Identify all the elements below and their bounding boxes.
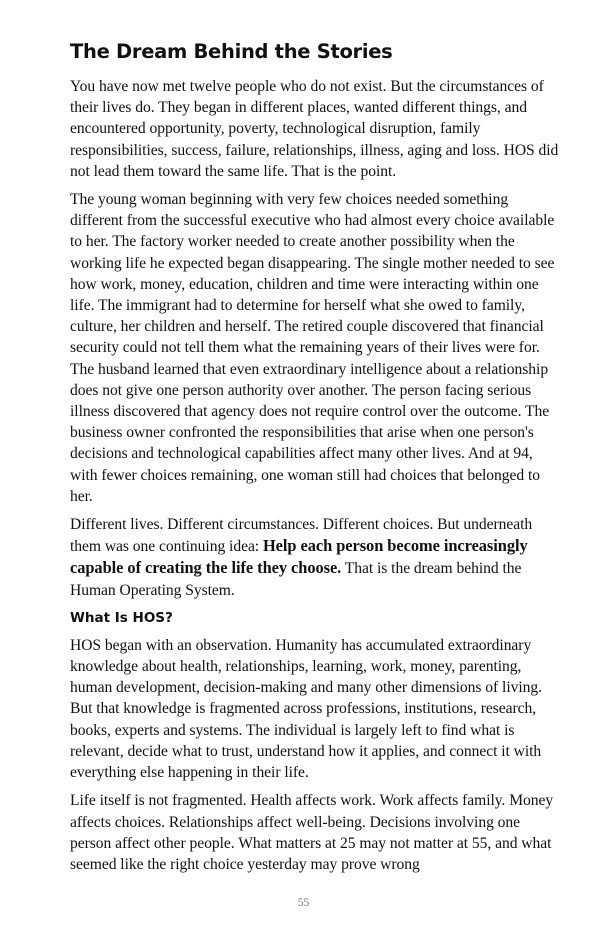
paragraph-observation: HOS began with an observation. Humanity has accumulated extraordinary knowledge about health, relationships, learning, work, money, parenting, human development, decision-making and many other dimensions of living. But that knowledge is fragmented across professions, institutions, research, books, experts and systems. The individual is largely left to find what is relevant, decide what to trust, understand how it applies, and connect it with everything else happening in their life.: [70, 636, 542, 782]
paragraph-not-fragmented: Life itself is not fragmented. Health affects work. Work affects family. Money affects choices. Relationships affect well-being. Decisions involving one person affect other people. What matters at 25 may not matter at 55, and what seemed like the right choice yesterday may prove wrong: [70, 792, 554, 873]
paragraph-dream: [70, 514, 562, 601]
paragraph-lives: The young woman beginning with very few choices needed something different from the successful executive who had almost every choice available to her. The factory worker needed to create another possibility when the working life he expected began disappearing. The single mother needed to see how work, money, education, children and time were interacting within one life. The immigrant had to determine for herself what she owed to family, culture, her children and herself. The retired couple discovered that financial security could not tell them what the remaining years of their lives were for. The husband learned that even extraordinary intelligence about a relationship does not give one person authority over another. The person facing serious illness discovered that agency does not require control over the outcome. The business owner confronted the responsibilities that arise when one person's decisions and technological capabilities affect many other lives. And at 94, with fewer choices remaining, one woman still had choices that belonged to her.: [70, 191, 555, 505]
paragraph-dream-after: That is the dream behind the Human Operating System.: [70, 560, 522, 599]
page-number: 55: [297, 897, 310, 909]
paragraph-dream-before: Different lives. Different circumstances. Different choices. But underneath them was one continuing idea:: [70, 516, 533, 556]
page-content: [70, 38, 562, 882]
emphasized-statement: Help each person become increasingly capable of creating the life they choose.: [70, 536, 528, 578]
subsection-heading: What Is HOS?: [70, 609, 173, 626]
section-heading: The Dream Behind the Stories: [70, 40, 393, 63]
paragraph-intro: You have now met twelve people who do not exist. But the circumstances of their lives do. They began in different places, wanted different things, and encountered opportunity, poverty, technological disruption, family responsibilities, success, failure, relationships, illness, aging and loss. HOS did not lead them toward the same life. That is the point.: [70, 78, 559, 180]
